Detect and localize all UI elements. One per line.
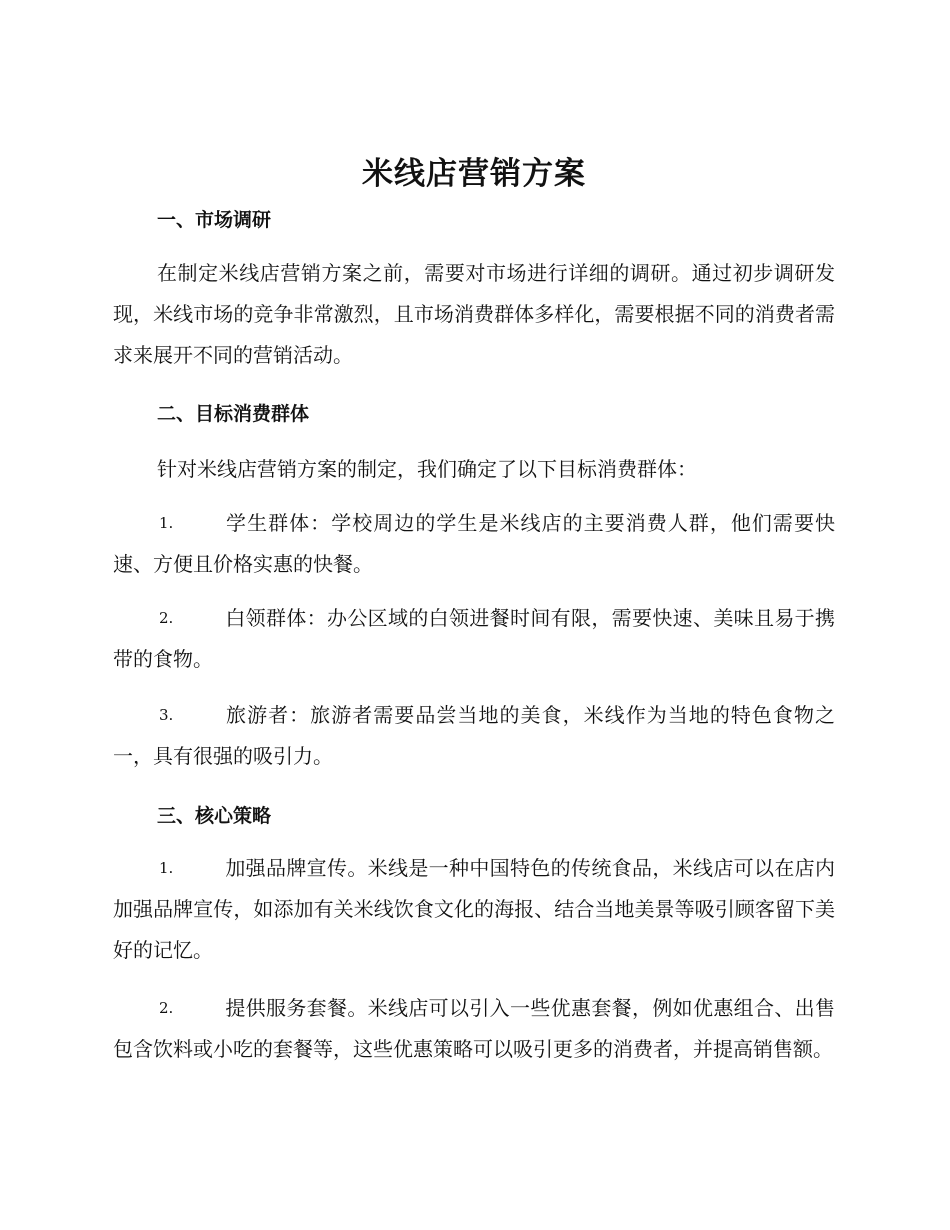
list-number: 2. <box>159 609 174 627</box>
list-number: 1. <box>159 859 174 877</box>
list-item-brand-promotion <box>113 848 835 971</box>
list-item-text: 旅游者：旅游者需要品尝当地的美食，米线作为当地的特色食物之一，具有很强的吸引力。 <box>113 703 835 768</box>
list-item-service-packages <box>113 988 835 1070</box>
list-number: 1. <box>159 514 174 532</box>
list-number: 2. <box>159 999 174 1017</box>
paragraph-target-intro: 针对米线店营销方案的制定，我们确定了以下目标消费群体： <box>157 457 697 481</box>
list-item-text: 白领群体：办公区域的白领进餐时间有限，需要快速、美味且易于携带的食物。 <box>113 606 835 671</box>
section-heading-target-consumers: 二、目标消费群体 <box>157 403 310 425</box>
list-item-text: 学生群体：学校周边的学生是米线店的主要消费人群，他们需要快速、方便且价格实惠的快餐。 <box>113 511 835 576</box>
list-item-white-collar <box>113 598 835 680</box>
section-heading-market-research: 一、市场调研 <box>157 209 272 231</box>
list-item-tourists <box>113 695 835 777</box>
section-heading-core-strategy: 三、核心策略 <box>157 805 272 827</box>
list-number: 3. <box>159 706 174 724</box>
list-item-text: 加强品牌宣传。米线是一种中国特色的传统食品，米线店可以在店内加强品牌宣传，如添加有关米线饮食文化的海报、结合当地美景等吸引顾客留下美好的记忆。 <box>113 856 835 962</box>
paragraph-market-research: 在制定米线店营销方案之前，需要对市场进行详细的调研。通过初步调研发现，米线市场的竞争非常激烈，且市场消费群体多样化，需要根据不同的消费者需求来展开不同的营销活动。 <box>113 261 835 367</box>
page-title: 米线店营销方案 <box>362 156 586 192</box>
list-item-text: 提供服务套餐。米线店可以引入一些优惠套餐，例如优惠组合、出售包含饮料或小吃的套餐等，这些优惠策略可以吸引更多的消费者，并提高销售额。 <box>113 996 835 1061</box>
list-item-students <box>113 503 835 585</box>
